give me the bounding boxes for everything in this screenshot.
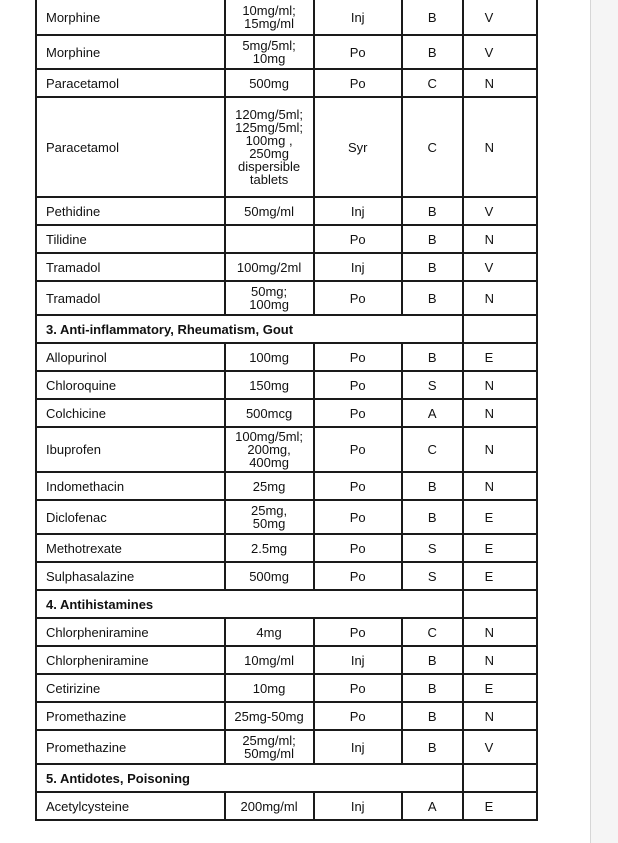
table-row [36,343,537,371]
drug-strength: 500mg [225,562,314,590]
drug-form: Po [314,562,402,590]
table-row [36,618,537,646]
drug-strength: 200mg/ml [225,792,314,820]
drug-ven: N [463,281,537,315]
drug-name: Cetirizine [36,674,225,702]
drug-ven: N [463,69,537,97]
drug-name: Morphine [36,35,225,69]
drug-class: B [402,472,463,500]
table-row [36,0,537,35]
drug-form: Po [314,534,402,562]
drug-name: Ibuprofen [36,427,225,472]
drug-strength: 2.5mg [225,534,314,562]
drug-strength: 10mg [225,674,314,702]
table-row [36,646,537,674]
drug-form: Po [314,281,402,315]
drug-strength: 25mg/ml; 50mg/ml [225,730,314,764]
table-row [36,730,537,764]
drug-ven: V [463,253,537,281]
drug-name: Morphine [36,0,225,35]
drug-name: Pethidine [36,197,225,225]
drug-class: S [402,562,463,590]
drug-ven: E [463,534,537,562]
drug-class: B [402,730,463,764]
drug-name: Tilidine [36,225,225,253]
drug-ven: V [463,197,537,225]
drug-strength: 150mg [225,371,314,399]
drug-strength: 5mg/5ml; 10mg [225,35,314,69]
drug-ven: V [463,730,537,764]
drug-class: C [402,618,463,646]
drug-strength: 25mg, 50mg [225,500,314,534]
table-row [36,225,537,253]
drug-strength: 25mg-50mg [225,702,314,730]
section-empty-cell [463,764,537,792]
drug-class: B [402,702,463,730]
drug-name: Chlorpheniramine [36,618,225,646]
drug-name: Methotrexate [36,534,225,562]
table-row [36,197,537,225]
drug-form: Po [314,472,402,500]
drug-ven: N [463,399,537,427]
drug-ven: E [463,674,537,702]
section-header-row [36,764,537,792]
table-row [36,427,537,472]
table-row [36,399,537,427]
drug-list-table [35,0,538,821]
drug-class: B [402,225,463,253]
drug-name: Promethazine [36,730,225,764]
drug-name: Allopurinol [36,343,225,371]
drug-strength: 10mg/ml [225,646,314,674]
drug-strength: 100mg/5ml; 200mg, 400mg [225,427,314,472]
drug-form: Po [314,702,402,730]
drug-form: Po [314,500,402,534]
table-row [36,371,537,399]
drug-class: C [402,69,463,97]
table-row [36,792,537,820]
drug-form: Inj [314,0,402,35]
table-row [36,253,537,281]
drug-strength: 50mg; 100mg [225,281,314,315]
drug-form: Po [314,225,402,253]
drug-class: A [402,399,463,427]
drug-ven: E [463,792,537,820]
drug-strength [225,225,314,253]
drug-strength: 500mcg [225,399,314,427]
drug-form: Inj [314,197,402,225]
section-empty-cell [463,590,537,618]
drug-ven: N [463,225,537,253]
drug-class: B [402,0,463,35]
drug-name: Chlorpheniramine [36,646,225,674]
drug-ven: N [463,472,537,500]
drug-ven: E [463,500,537,534]
drug-class: B [402,197,463,225]
table-row [36,35,537,69]
drug-form: Po [314,399,402,427]
drug-name: Tramadol [36,253,225,281]
drug-form: Inj [314,646,402,674]
drug-form: Po [314,427,402,472]
drug-strength: 25mg [225,472,314,500]
drug-strength: 50mg/ml [225,197,314,225]
drug-strength: 10mg/ml; 15mg/ml [225,0,314,35]
drug-strength: 100mg [225,343,314,371]
drug-ven: N [463,97,537,197]
drug-class: S [402,371,463,399]
table-row [36,500,537,534]
drug-ven: N [463,646,537,674]
drug-form: Po [314,343,402,371]
drug-ven: V [463,35,537,69]
section-empty-cell [463,315,537,343]
drug-strength: 100mg/2ml [225,253,314,281]
drug-ven: E [463,562,537,590]
table-row [36,472,537,500]
drug-form: Po [314,371,402,399]
drug-ven: N [463,702,537,730]
section-title: 3. Anti-inflammatory, Rheumatism, Gout [36,315,463,343]
table-row [36,281,537,315]
drug-name: Tramadol [36,281,225,315]
drug-list-body [36,0,537,820]
table-row [36,674,537,702]
drug-form: Po [314,35,402,69]
drug-class: B [402,253,463,281]
drug-form: Po [314,674,402,702]
drug-name: Promethazine [36,702,225,730]
drug-class: B [402,281,463,315]
drug-name: Acetylcysteine [36,792,225,820]
drug-ven: N [463,371,537,399]
section-title: 4. Antihistamines [36,590,463,618]
drug-strength: 4mg [225,618,314,646]
drug-name: Diclofenac [36,500,225,534]
drug-name: Indomethacin [36,472,225,500]
drug-ven: E [463,343,537,371]
table-row [36,69,537,97]
drug-form: Inj [314,792,402,820]
drug-class: B [402,646,463,674]
drug-class: B [402,35,463,69]
drug-strength: 500mg [225,69,314,97]
drug-class: B [402,674,463,702]
drug-class: A [402,792,463,820]
drug-name: Sulphasalazine [36,562,225,590]
drug-form: Inj [314,253,402,281]
drug-class: B [402,500,463,534]
drug-class: C [402,97,463,197]
right-side-panel [590,0,618,843]
drug-name: Colchicine [36,399,225,427]
drug-name: Paracetamol [36,69,225,97]
drug-ven: V [463,0,537,35]
drug-form: Po [314,618,402,646]
table-row [36,534,537,562]
drug-name: Paracetamol [36,97,225,197]
drug-form: Po [314,69,402,97]
drug-strength: 120mg/5ml; 125mg/5ml; 100mg , 250mg dispersible tablets [225,97,314,197]
drug-class: C [402,427,463,472]
drug-name: Chloroquine [36,371,225,399]
drug-class: B [402,343,463,371]
section-header-row [36,315,537,343]
section-title: 5. Antidotes, Poisoning [36,764,463,792]
table-row [36,97,537,197]
table-row [36,562,537,590]
drug-form: Inj [314,730,402,764]
drug-form: Syr [314,97,402,197]
drug-class: S [402,534,463,562]
section-header-row [36,590,537,618]
table-row [36,702,537,730]
drug-ven: N [463,618,537,646]
drug-ven: N [463,427,537,472]
